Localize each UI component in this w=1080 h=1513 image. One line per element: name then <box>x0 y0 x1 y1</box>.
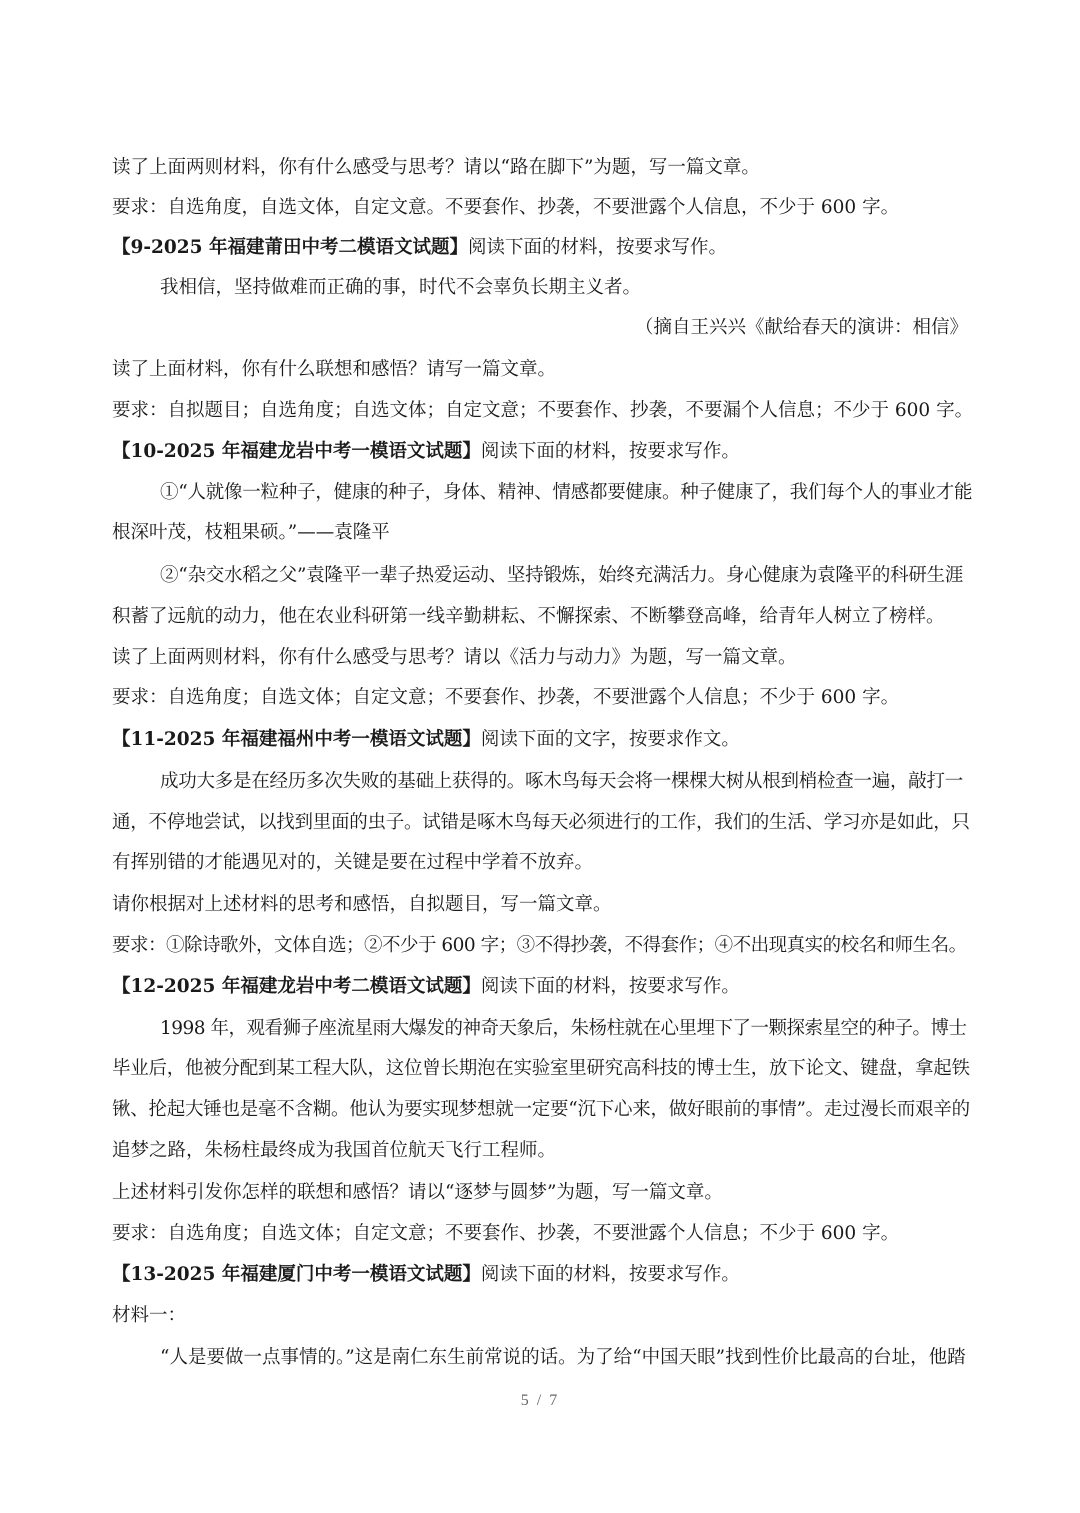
material-paragraph: 我相信，坚持做难而正确的事，时代不会辜负长期主义者。 <box>160 277 642 298</box>
material-paragraph: ②“杂交水稻之父”袁隆平一辈子热爱运动、坚持锻炼，始终充满活力。身心健康为袁隆平的科研生涯 <box>160 565 964 586</box>
text-line: 读了上面材料，你有什么联想和感悟？请写一篇文章。 <box>112 359 557 380</box>
question-heading: 【9-2025 年福建莆田中考二模语文试题】 <box>112 237 468 258</box>
question-instruction: 阅读下面的材料，按要求写作。 <box>467 237 727 258</box>
text-line: 上述材料引发你怎样的联想和感悟？请以“逐梦与圆梦”为题，写一篇文章。 <box>112 1182 723 1203</box>
text-line: 读了上面两则材料，你有什么感受与思考？请以《活力与动力》为题，写一篇文章。 <box>112 647 797 668</box>
question-heading-line <box>112 440 972 464</box>
material-paragraph: 成功大多是在经历多次失败的基础上获得的。啄木鸟每天会将一棵棵大树从根到梢检查一遍，敲打一 <box>160 771 964 792</box>
requirements-line: 要求：自选角度；自选文体；自定文意；不要套作、抄袭，不要泄露个人信息；不少于 600 字。 <box>112 1223 900 1244</box>
material-paragraph: 1998 年，观看狮子座流星雨大爆发的神奇天象后，朱杨柱就在心里埋下了一颗探索星空的种子。博士 <box>160 1018 967 1039</box>
material-paragraph: 通，不停地尝试，以找到里面的虫子。试错是啄木鸟每天必须进行的工作，我们的生活、学习亦是如此，只 <box>112 812 970 833</box>
material-paragraph: 追梦之路，朱杨柱最终成为我国首位航天飞行工程师。 <box>112 1140 557 1161</box>
text-line: 读了上面两则材料，你有什么感受与思考？请以“路在脚下”为题，写一篇文章。 <box>112 157 760 178</box>
question-instruction: 阅读下面的文字，按要求作文。 <box>480 729 740 750</box>
requirements-line: 要求：自选角度；自选文体；自定文意；不要套作、抄袭，不要泄露个人信息；不少于 600 字。 <box>112 687 900 708</box>
question-heading: 【12-2025 年福建龙岩中考二模语文试题】 <box>112 976 481 997</box>
material-paragraph: ①“人就像一粒种子，健康的种子，身体、精神、情感都要健康。种子健康了，我们每个人的事业才能 <box>160 482 973 503</box>
question-heading: 【10-2025 年福建龙岩中考一模语文试题】 <box>112 441 481 462</box>
question-heading-line <box>112 728 972 752</box>
requirements-line: 要求：①除诗歌外，文体自选；②不少于 600 字；③不得抄袭，不得套作；④不出现真实的校名和师生名。 <box>112 935 967 956</box>
question-heading-line <box>112 236 972 260</box>
material-paragraph: 积蓄了远航的动力，他在农业科研第一线辛勤耕耘、不懈探索、不断攀登高峰，给青年人树立了榜样。 <box>112 606 945 627</box>
material-paragraph: 锹、抡起大锤也是毫不含糊。他认为要实现梦想就一定要“沉下心来，做好眼前的事情”。走过漫长而艰辛的 <box>112 1099 970 1120</box>
question-instruction: 阅读下面的材料，按要求写作。 <box>480 441 740 462</box>
material-paragraph: 根深叶茂，枝粗果硕。”——袁隆平 <box>112 522 390 543</box>
material-paragraph: 有挥别错的才能遇见对的，关键是要在过程中学着不放弃。 <box>112 852 594 873</box>
question-heading: 【13-2025 年福建厦门中考一模语文试题】 <box>112 1264 481 1285</box>
text-line: 请你根据对上述材料的思考和感悟，自拟题目，写一篇文章。 <box>112 894 612 915</box>
question-heading-line <box>112 975 972 999</box>
question-heading: 【11-2025 年福建福州中考一模语文试题】 <box>112 729 481 750</box>
material-label: 材料一： <box>112 1305 187 1326</box>
question-heading-line <box>112 1263 972 1287</box>
material-paragraph: “人是要做一点事情的。”这是南仁东生前常说的话。为了给“中国天眼”找到性价比最高的台址，他踏 <box>160 1347 966 1368</box>
citation: （摘自王兴兴《献给春天的演讲：相信》 <box>634 317 968 338</box>
question-instruction: 阅读下面的材料，按要求写作。 <box>480 976 740 997</box>
page-number: 5 / 7 <box>520 1392 560 1409</box>
requirements-line: 要求：自拟题目；自选角度；自选文体；自定文意；不要套作、抄袭，不要漏个人信息；不少于 600 字。 <box>112 400 974 421</box>
text-line: 要求：自选角度，自选文体，自定文意。不要套作、抄袭，不要泄露个人信息，不少于 600 字。 <box>112 197 900 218</box>
question-instruction: 阅读下面的材料，按要求写作。 <box>480 1264 740 1285</box>
material-paragraph: 毕业后，他被分配到某工程大队，这位曾长期泡在实验室里研究高科技的博士生，放下论文、键盘，拿起铁 <box>112 1058 970 1079</box>
